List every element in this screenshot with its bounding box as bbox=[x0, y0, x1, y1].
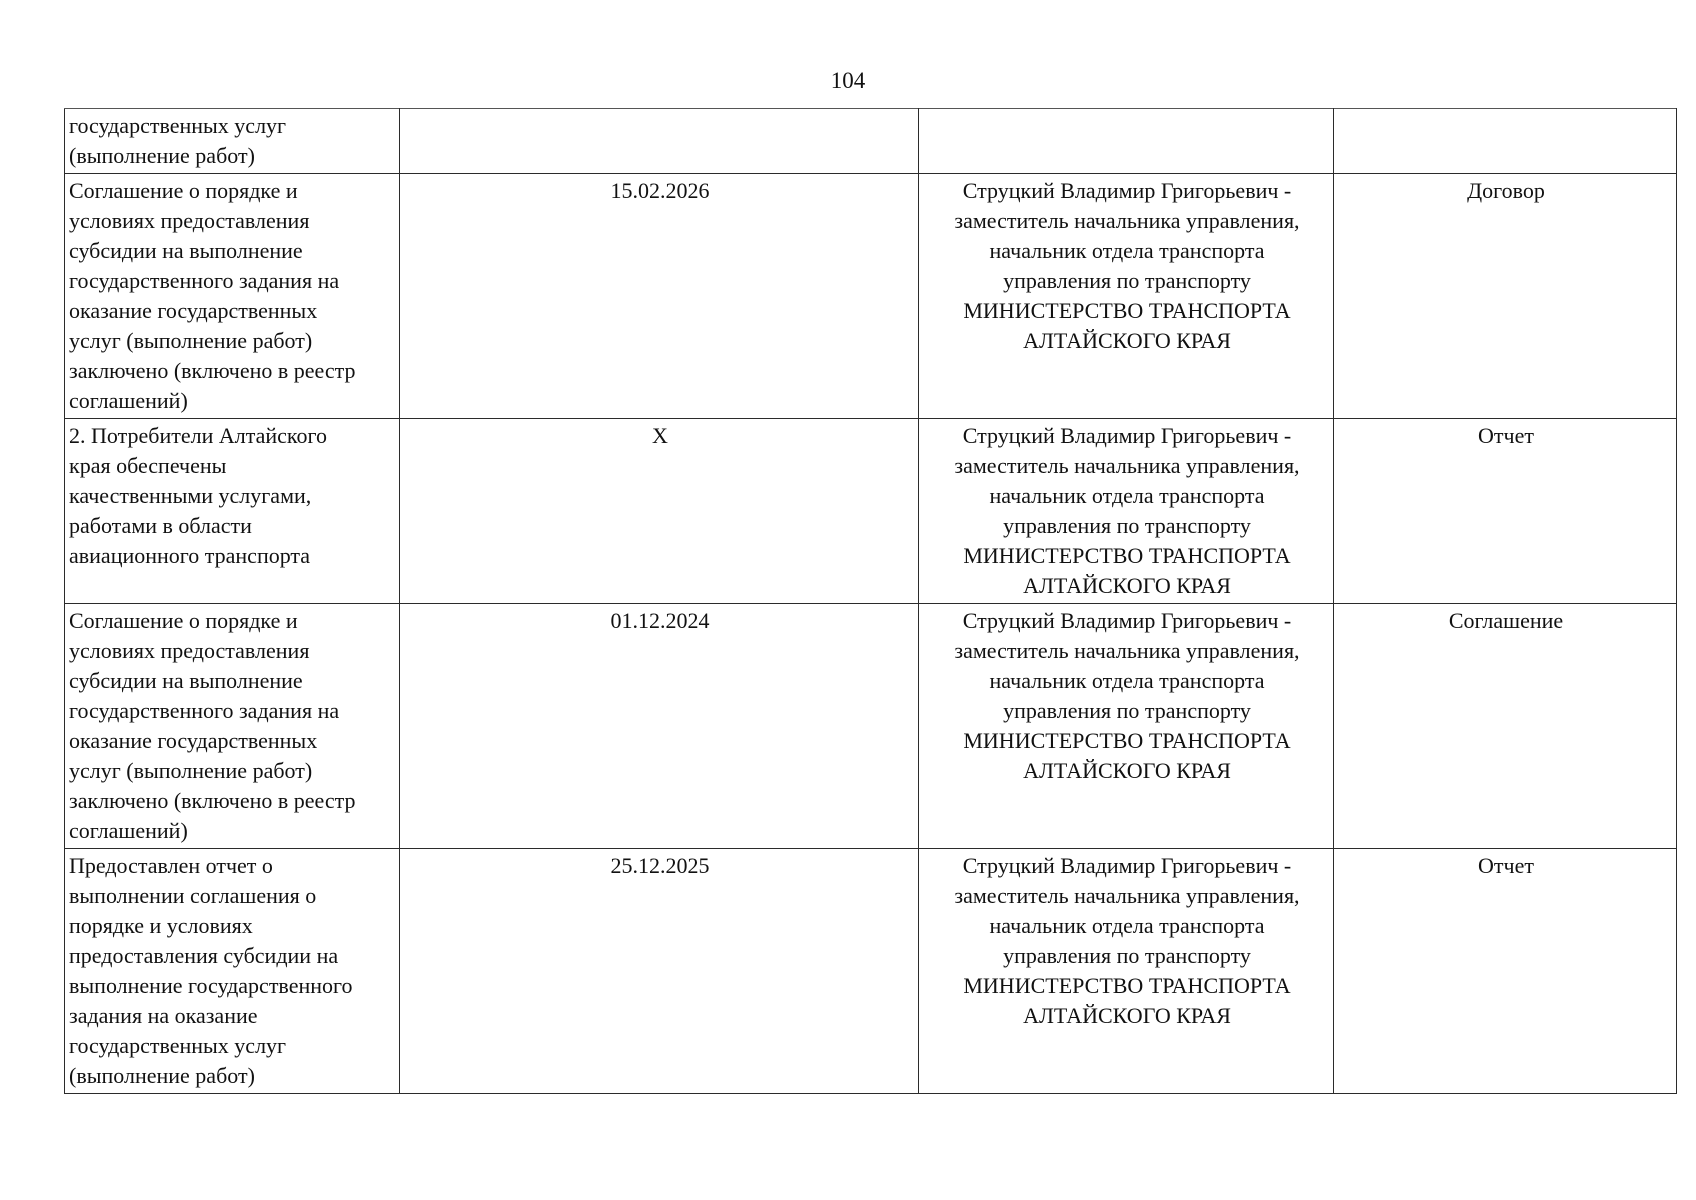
row-responsible-cell bbox=[919, 174, 1334, 419]
row-document: Договор bbox=[1467, 178, 1545, 203]
row-name: Соглашение о порядке и условиях предоставления субсидии на выполнение государственного задания на оказание государственных услуг (выполнение работ) заключено (включено в реестр соглашений) bbox=[69, 178, 356, 413]
row-name: 2. Потребители Алтайского края обеспечены качественными услугами, работами в области авиационного транспорта bbox=[69, 423, 327, 568]
row-name: Соглашение о порядке и условиях предоставления субсидии на выполнение государственного задания на оказание государственных услуг (выполнение работ) заключено (включено в реестр соглашений) bbox=[69, 608, 356, 843]
row-responsible: Струцкий Владимир Григорьевич - заместитель начальника управления, начальник отдела транспорта управления по транспорту МИНИСТЕРСТВО ТРАНСПОРТА АЛТАЙСКОГО КРАЯ bbox=[954, 608, 1300, 783]
table-row bbox=[65, 109, 1677, 174]
row-date-cell bbox=[400, 109, 919, 174]
page-number: 104 bbox=[830, 68, 866, 93]
row-responsible: Струцкий Владимир Григорьевич - заместитель начальника управления, начальник отдела транспорта управления по транспорту МИНИСТЕРСТВО ТРАНСПОРТА АЛТАЙСКОГО КРАЯ bbox=[954, 178, 1300, 353]
row-date: 15.02.2026 bbox=[610, 178, 710, 203]
row-document-cell bbox=[1334, 174, 1677, 419]
row-responsible-cell bbox=[919, 849, 1334, 1094]
row-date-cell bbox=[400, 604, 919, 849]
row-name-cell bbox=[65, 604, 400, 849]
control-points-table bbox=[64, 108, 1677, 1094]
row-responsible: Струцкий Владимир Григорьевич - заместитель начальника управления, начальник отдела транспорта управления по транспорту МИНИСТЕРСТВО ТРАНСПОРТА АЛТАЙСКОГО КРАЯ bbox=[954, 853, 1300, 1028]
row-date-cell bbox=[400, 849, 919, 1094]
row-date: 01.12.2024 bbox=[610, 608, 710, 633]
table-row bbox=[65, 849, 1677, 1094]
row-responsible-cell bbox=[919, 419, 1334, 604]
row-responsible-cell bbox=[919, 109, 1334, 174]
row-document-cell bbox=[1334, 604, 1677, 849]
row-name-cell bbox=[65, 419, 400, 604]
row-date: 25.12.2025 bbox=[610, 853, 710, 878]
row-document: Отчет bbox=[1478, 853, 1534, 878]
row-name: государственных услуг (выполнение работ) bbox=[69, 113, 287, 168]
row-name-cell bbox=[65, 109, 400, 174]
row-date: X bbox=[652, 423, 668, 448]
row-name-cell bbox=[65, 174, 400, 419]
table-row bbox=[65, 604, 1677, 849]
row-document-cell bbox=[1334, 419, 1677, 604]
row-responsible: Струцкий Владимир Григорьевич - заместитель начальника управления, начальник отдела транспорта управления по транспорту МИНИСТЕРСТВО ТРАНСПОРТА АЛТАЙСКОГО КРАЯ bbox=[954, 423, 1300, 598]
row-document-cell bbox=[1334, 849, 1677, 1094]
row-name: Предоставлен отчет о выполнении соглашения о порядке и условиях предоставления субсидии на выполнение государственного задания на оказание государственных услуг (выполнение работ) bbox=[69, 853, 353, 1088]
row-responsible-cell bbox=[919, 604, 1334, 849]
table-row bbox=[65, 174, 1677, 419]
row-document: Отчет bbox=[1478, 423, 1534, 448]
row-document-cell bbox=[1334, 109, 1677, 174]
row-date-cell bbox=[400, 174, 919, 419]
table-row bbox=[65, 419, 1677, 604]
row-date-cell bbox=[400, 419, 919, 604]
row-name-cell bbox=[65, 849, 400, 1094]
row-document: Соглашение bbox=[1448, 608, 1564, 633]
